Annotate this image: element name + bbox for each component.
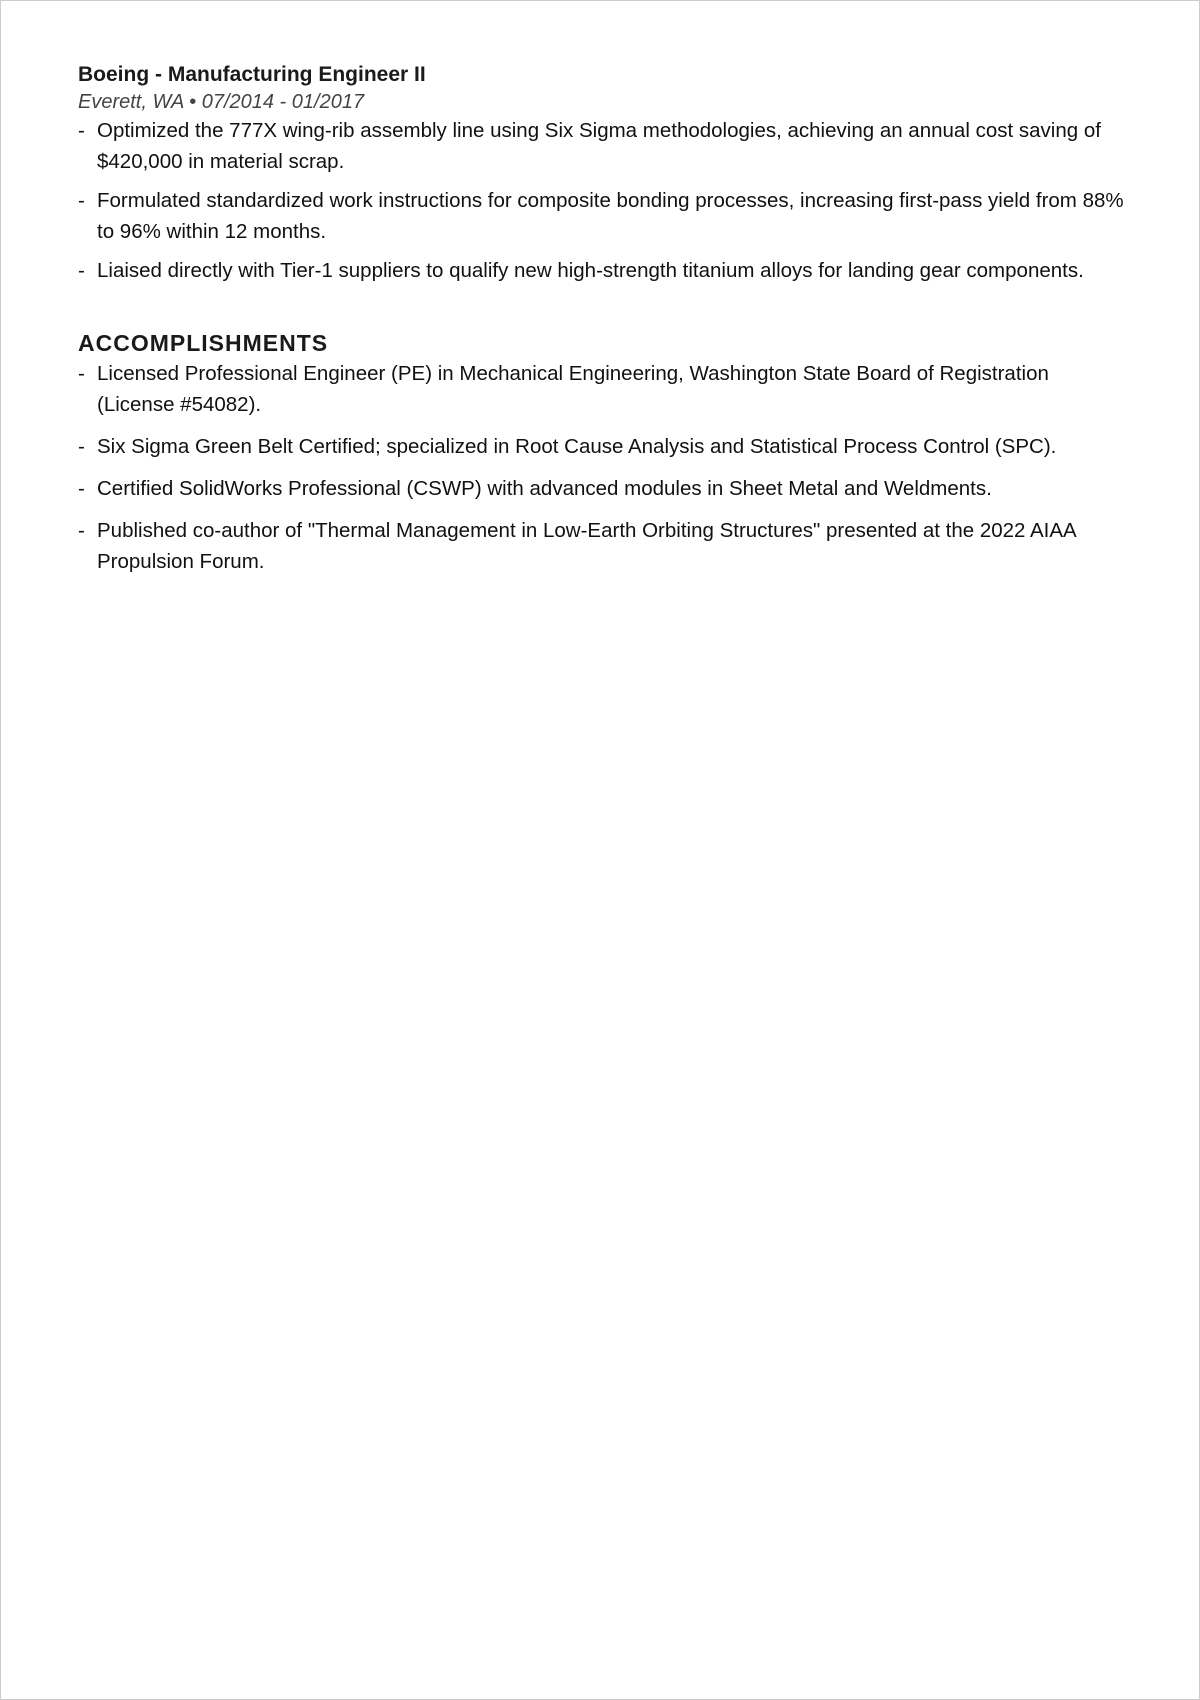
bullet-dash: - (78, 119, 85, 142)
bullet-text: Six Sigma Green Belt Certified; specialized in Root Cause Analysis and Statistical Process Control (SPC). (97, 435, 1057, 458)
bullet-dash: - (78, 435, 85, 458)
job-bullet-list (78, 115, 1128, 286)
job-location-dates: Everett, WA • 07/2014 - 01/2017 (78, 91, 365, 113)
resume-content (78, 61, 1128, 588)
accomplishments-list (78, 358, 1128, 577)
bullet-text: Liaised directly with Tier-1 suppliers to qualify new high-strength titanium alloys for landing gear components. (97, 259, 1084, 282)
section-heading: ACCOMPLISHMENTS (78, 330, 329, 356)
list-item (78, 473, 1128, 504)
experience-entry (78, 61, 1128, 286)
bullet-dash: - (78, 519, 85, 542)
list-item (78, 431, 1128, 462)
list-item (78, 515, 1128, 577)
bullet-text: Licensed Professional Engineer (PE) in Mechanical Engineering, Washington State Board of Registration (License #54082). (97, 362, 1049, 416)
bullet-text: Optimized the 777X wing-rib assembly line using Six Sigma methodologies, achieving an annual cost saving of $420,000 in material scrap. (97, 119, 1101, 173)
bullet-dash: - (78, 477, 85, 500)
bullet-dash: - (78, 259, 85, 282)
job-title: Boeing - Manufacturing Engineer II (78, 63, 426, 86)
list-item (78, 255, 1128, 286)
list-item (78, 115, 1128, 177)
accomplishments-section (78, 328, 1128, 577)
bullet-dash: - (78, 189, 85, 212)
bullet-text: Certified SolidWorks Professional (CSWP) with advanced modules in Sheet Metal and Weldments. (97, 477, 992, 500)
bullet-dash: - (78, 362, 85, 385)
list-item (78, 358, 1128, 420)
bullet-text: Formulated standardized work instructions for composite bonding processes, increasing first-pass yield from 88% to 96% within 12 months. (97, 189, 1124, 243)
bullet-text: Published co-author of "Thermal Management in Low-Earth Orbiting Structures" presented at the 2022 AIAA Propulsion Forum. (97, 519, 1076, 573)
list-item (78, 185, 1128, 247)
